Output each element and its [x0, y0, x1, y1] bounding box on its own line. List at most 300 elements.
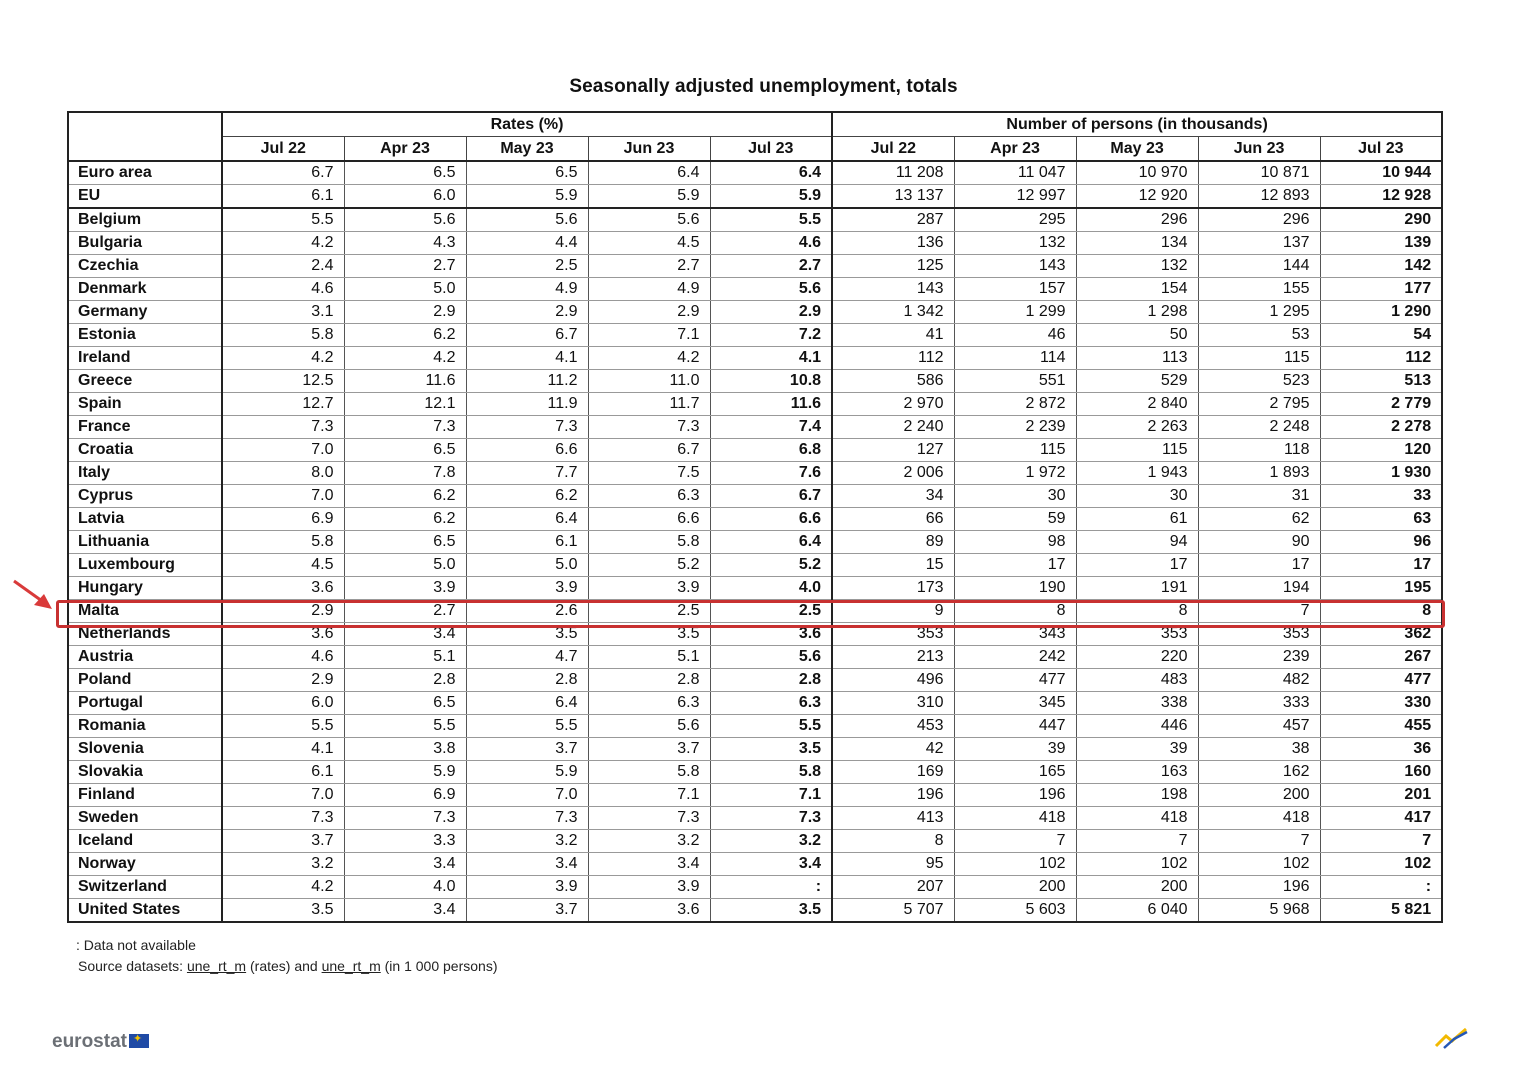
- value-cell: 417: [1320, 807, 1442, 830]
- table-row: [68, 692, 1442, 715]
- value-cell: 7.4: [710, 416, 832, 439]
- value-cell: 11.7: [588, 393, 710, 416]
- value-cell: 144: [1198, 255, 1320, 278]
- value-cell: 3.4: [344, 899, 466, 923]
- value-cell: 2.7: [588, 255, 710, 278]
- value-cell: 2.9: [222, 669, 344, 692]
- value-cell: 5.1: [344, 646, 466, 669]
- value-cell: 12.5: [222, 370, 344, 393]
- value-cell: 142: [1320, 255, 1442, 278]
- table-row: [68, 301, 1442, 324]
- value-cell: 7.8: [344, 462, 466, 485]
- value-cell: 6.2: [344, 324, 466, 347]
- value-cell: 1 342: [832, 301, 954, 324]
- value-cell: 6.6: [710, 508, 832, 531]
- source-mid: (rates) and: [250, 958, 318, 974]
- value-cell: 2.8: [588, 669, 710, 692]
- value-cell: 102: [1198, 853, 1320, 876]
- value-cell: 453: [832, 715, 954, 738]
- value-cell: 143: [832, 278, 954, 301]
- persons-group-header: Number of persons (in thousands): [832, 112, 1442, 137]
- value-cell: 5.9: [710, 185, 832, 209]
- value-cell: 155: [1198, 278, 1320, 301]
- value-cell: 7.1: [710, 784, 832, 807]
- value-cell: 3.9: [344, 577, 466, 600]
- value-cell: 6.5: [344, 439, 466, 462]
- eu-flag-icon: [129, 1034, 149, 1048]
- table-row: [68, 161, 1442, 185]
- value-cell: 7.0: [222, 439, 344, 462]
- value-cell: 5 707: [832, 899, 954, 923]
- value-cell: 7.3: [588, 416, 710, 439]
- country-name: Switzerland: [68, 876, 222, 899]
- value-cell: 7: [1198, 830, 1320, 853]
- value-cell: 154: [1076, 278, 1198, 301]
- value-cell: 8: [954, 600, 1076, 623]
- value-cell: 447: [954, 715, 1076, 738]
- value-cell: 89: [832, 531, 954, 554]
- value-cell: 6.3: [710, 692, 832, 715]
- value-cell: 6.3: [588, 692, 710, 715]
- value-cell: 2 872: [954, 393, 1076, 416]
- value-cell: 7.0: [222, 485, 344, 508]
- value-cell: 551: [954, 370, 1076, 393]
- value-cell: 12 893: [1198, 185, 1320, 209]
- value-cell: 17: [1076, 554, 1198, 577]
- value-cell: 7.7: [466, 462, 588, 485]
- value-cell: 4.3: [344, 232, 466, 255]
- country-name: United States: [68, 899, 222, 923]
- value-cell: 295: [954, 208, 1076, 232]
- table-row: [68, 807, 1442, 830]
- value-cell: 5.6: [710, 278, 832, 301]
- value-cell: 3.3: [344, 830, 466, 853]
- country-name: Finland: [68, 784, 222, 807]
- value-cell: 115: [1076, 439, 1198, 462]
- value-cell: 160: [1320, 761, 1442, 784]
- country-name: Bulgaria: [68, 232, 222, 255]
- value-cell: 198: [1076, 784, 1198, 807]
- value-cell: 143: [954, 255, 1076, 278]
- table-row: [68, 508, 1442, 531]
- value-cell: 2.7: [710, 255, 832, 278]
- value-cell: 477: [1320, 669, 1442, 692]
- value-cell: 343: [954, 623, 1076, 646]
- value-cell: 2.9: [466, 301, 588, 324]
- value-cell: 5.8: [222, 531, 344, 554]
- value-cell: 6.7: [710, 485, 832, 508]
- value-cell: 5.6: [588, 715, 710, 738]
- value-cell: 7.1: [588, 324, 710, 347]
- country-name: Luxembourg: [68, 554, 222, 577]
- value-cell: 418: [1198, 807, 1320, 830]
- value-cell: 3.2: [588, 830, 710, 853]
- table-row: [68, 623, 1442, 646]
- month-header: Jun 23: [1198, 137, 1320, 162]
- value-cell: 242: [954, 646, 1076, 669]
- value-cell: 3.4: [344, 623, 466, 646]
- country-name: Croatia: [68, 439, 222, 462]
- value-cell: 5 603: [954, 899, 1076, 923]
- value-cell: 6.0: [222, 692, 344, 715]
- value-cell: 5.6: [466, 208, 588, 232]
- dataset-link-rates[interactable]: une_rt_m: [186, 958, 247, 974]
- value-cell: 12 920: [1076, 185, 1198, 209]
- value-cell: 190: [954, 577, 1076, 600]
- value-cell: 17: [1198, 554, 1320, 577]
- value-cell: 4.2: [222, 876, 344, 899]
- value-cell: 418: [954, 807, 1076, 830]
- month-header: Apr 23: [954, 137, 1076, 162]
- value-cell: 114: [954, 347, 1076, 370]
- dataset-link-persons[interactable]: une_rt_m: [321, 958, 381, 974]
- value-cell: 5 821: [1320, 899, 1442, 923]
- value-cell: 7.3: [222, 416, 344, 439]
- value-cell: 5.8: [710, 761, 832, 784]
- value-cell: 2 006: [832, 462, 954, 485]
- value-cell: 4.1: [222, 738, 344, 761]
- value-cell: 201: [1320, 784, 1442, 807]
- value-cell: 3.7: [588, 738, 710, 761]
- table-row: [68, 899, 1442, 923]
- value-cell: 4.0: [710, 577, 832, 600]
- value-cell: 5.0: [466, 554, 588, 577]
- value-cell: 3.2: [710, 830, 832, 853]
- value-cell: 61: [1076, 508, 1198, 531]
- value-cell: 12.1: [344, 393, 466, 416]
- value-cell: 362: [1320, 623, 1442, 646]
- value-cell: 102: [954, 853, 1076, 876]
- month-header: Jul 23: [1320, 137, 1442, 162]
- value-cell: 132: [954, 232, 1076, 255]
- value-cell: 6.7: [466, 324, 588, 347]
- value-cell: 112: [832, 347, 954, 370]
- value-cell: 38: [1198, 738, 1320, 761]
- value-cell: 2.4: [222, 255, 344, 278]
- value-cell: 98: [954, 531, 1076, 554]
- value-cell: 13 137: [832, 185, 954, 209]
- value-cell: 2.9: [222, 600, 344, 623]
- value-cell: 3.1: [222, 301, 344, 324]
- value-cell: 477: [954, 669, 1076, 692]
- value-cell: 2.8: [710, 669, 832, 692]
- country-name: Romania: [68, 715, 222, 738]
- red-arrow-icon: [12, 578, 56, 614]
- value-cell: 267: [1320, 646, 1442, 669]
- value-cell: 10.8: [710, 370, 832, 393]
- value-cell: 3.5: [466, 623, 588, 646]
- logo-text: eurostat: [52, 1031, 127, 1052]
- value-cell: 7.3: [344, 807, 466, 830]
- country-name: Czechia: [68, 255, 222, 278]
- value-cell: 42: [832, 738, 954, 761]
- table-row: [68, 393, 1442, 416]
- value-cell: 31: [1198, 485, 1320, 508]
- value-cell: 6.7: [588, 439, 710, 462]
- value-cell: 4.4: [466, 232, 588, 255]
- value-cell: 6.1: [222, 761, 344, 784]
- value-cell: 287: [832, 208, 954, 232]
- value-cell: 11 208: [832, 161, 954, 185]
- value-cell: 3.6: [222, 577, 344, 600]
- value-cell: 196: [954, 784, 1076, 807]
- country-name: Spain: [68, 393, 222, 416]
- value-cell: 50: [1076, 324, 1198, 347]
- country-name: Austria: [68, 646, 222, 669]
- month-header: May 23: [466, 137, 588, 162]
- value-cell: 3.7: [466, 899, 588, 923]
- country-name: Netherlands: [68, 623, 222, 646]
- value-cell: 10 944: [1320, 161, 1442, 185]
- value-cell: 7.0: [466, 784, 588, 807]
- value-cell: 63: [1320, 508, 1442, 531]
- value-cell: 457: [1198, 715, 1320, 738]
- value-cell: 5.0: [344, 278, 466, 301]
- value-cell: 11.9: [466, 393, 588, 416]
- country-name: Norway: [68, 853, 222, 876]
- country-name: Italy: [68, 462, 222, 485]
- table-row: [68, 347, 1442, 370]
- value-cell: 139: [1320, 232, 1442, 255]
- value-cell: 195: [1320, 577, 1442, 600]
- value-cell: 1 299: [954, 301, 1076, 324]
- value-cell: 6.2: [466, 485, 588, 508]
- country-name: Denmark: [68, 278, 222, 301]
- value-cell: 5.5: [466, 715, 588, 738]
- value-cell: 2 239: [954, 416, 1076, 439]
- value-cell: 46: [954, 324, 1076, 347]
- value-cell: 3.7: [222, 830, 344, 853]
- value-cell: 4.7: [466, 646, 588, 669]
- value-cell: 94: [1076, 531, 1198, 554]
- value-cell: 529: [1076, 370, 1198, 393]
- value-cell: 6.3: [588, 485, 710, 508]
- value-cell: 296: [1198, 208, 1320, 232]
- value-cell: 7.6: [710, 462, 832, 485]
- country-name: Euro area: [68, 161, 222, 185]
- value-cell: 4.6: [222, 278, 344, 301]
- value-cell: 5.6: [344, 208, 466, 232]
- value-cell: 120: [1320, 439, 1442, 462]
- value-cell: 2.8: [466, 669, 588, 692]
- value-cell: 3.9: [466, 577, 588, 600]
- value-cell: 7.3: [344, 416, 466, 439]
- value-cell: 3.5: [710, 738, 832, 761]
- country-name: Malta: [68, 600, 222, 623]
- value-cell: 6 040: [1076, 899, 1198, 923]
- country-name: EU: [68, 185, 222, 209]
- value-cell: 3.2: [466, 830, 588, 853]
- value-cell: 196: [832, 784, 954, 807]
- value-cell: 345: [954, 692, 1076, 715]
- value-cell: 6.6: [588, 508, 710, 531]
- value-cell: 483: [1076, 669, 1198, 692]
- value-cell: 8: [1076, 600, 1198, 623]
- value-cell: 3.9: [466, 876, 588, 899]
- table-row: [68, 853, 1442, 876]
- country-name: Germany: [68, 301, 222, 324]
- value-cell: 2 263: [1076, 416, 1198, 439]
- value-cell: 5.5: [710, 208, 832, 232]
- value-cell: 115: [1198, 347, 1320, 370]
- value-cell: 3.8: [344, 738, 466, 761]
- value-cell: 6.1: [222, 185, 344, 209]
- value-cell: 1 298: [1076, 301, 1198, 324]
- table-row: [68, 830, 1442, 853]
- value-cell: 296: [1076, 208, 1198, 232]
- value-cell: 6.5: [466, 161, 588, 185]
- value-cell: 2 779: [1320, 393, 1442, 416]
- value-cell: 5.5: [222, 715, 344, 738]
- value-cell: 3.5: [588, 623, 710, 646]
- country-name: France: [68, 416, 222, 439]
- value-cell: 12 928: [1320, 185, 1442, 209]
- value-cell: 3.4: [344, 853, 466, 876]
- eurostat-logo: [52, 1031, 149, 1053]
- table-title: Seasonally adjusted unemployment, totals: [569, 76, 958, 97]
- value-cell: 353: [1198, 623, 1320, 646]
- value-cell: 5.9: [466, 185, 588, 209]
- value-cell: 7.3: [222, 807, 344, 830]
- value-cell: 2.5: [466, 255, 588, 278]
- value-cell: 3.4: [710, 853, 832, 876]
- value-cell: 9: [832, 600, 954, 623]
- value-cell: 8: [1320, 600, 1442, 623]
- value-cell: 1 930: [1320, 462, 1442, 485]
- value-cell: 66: [832, 508, 954, 531]
- value-cell: 8.0: [222, 462, 344, 485]
- value-cell: 2 240: [832, 416, 954, 439]
- country-name: Slovakia: [68, 761, 222, 784]
- month-header: Jul 23: [710, 137, 832, 162]
- table-row: [68, 485, 1442, 508]
- value-cell: 17: [1320, 554, 1442, 577]
- value-cell: 6.0: [344, 185, 466, 209]
- value-cell: 4.2: [588, 347, 710, 370]
- country-name: Ireland: [68, 347, 222, 370]
- value-cell: 3.9: [588, 577, 710, 600]
- value-cell: 200: [1198, 784, 1320, 807]
- value-cell: 3.5: [222, 899, 344, 923]
- value-cell: 196: [1198, 876, 1320, 899]
- table-row: [68, 554, 1442, 577]
- value-cell: 3.4: [466, 853, 588, 876]
- value-cell: 102: [1320, 853, 1442, 876]
- value-cell: 6.6: [466, 439, 588, 462]
- value-cell: 95: [832, 853, 954, 876]
- value-cell: 7.1: [588, 784, 710, 807]
- value-cell: 413: [832, 807, 954, 830]
- value-cell: 5.5: [710, 715, 832, 738]
- value-cell: 290: [1320, 208, 1442, 232]
- country-name: Latvia: [68, 508, 222, 531]
- value-cell: 5.6: [710, 646, 832, 669]
- value-cell: 11.0: [588, 370, 710, 393]
- country-name: Estonia: [68, 324, 222, 347]
- table-row: [68, 600, 1442, 623]
- value-cell: 333: [1198, 692, 1320, 715]
- value-cell: 4.6: [222, 646, 344, 669]
- value-cell: 2 970: [832, 393, 954, 416]
- value-cell: 5.9: [466, 761, 588, 784]
- value-cell: 3.5: [710, 899, 832, 923]
- country-name: Sweden: [68, 807, 222, 830]
- value-cell: 7: [1198, 600, 1320, 623]
- value-cell: 102: [1076, 853, 1198, 876]
- value-cell: 11 047: [954, 161, 1076, 185]
- value-cell: 6.1: [466, 531, 588, 554]
- value-cell: 6.5: [344, 692, 466, 715]
- value-cell: 5.1: [588, 646, 710, 669]
- value-cell: 6.2: [344, 508, 466, 531]
- value-cell: 118: [1198, 439, 1320, 462]
- value-cell: 1 972: [954, 462, 1076, 485]
- value-cell: 338: [1076, 692, 1198, 715]
- value-cell: 5.8: [588, 531, 710, 554]
- value-cell: 6.8: [710, 439, 832, 462]
- value-cell: 2.6: [466, 600, 588, 623]
- value-cell: 4.9: [588, 278, 710, 301]
- value-cell: 353: [1076, 623, 1198, 646]
- value-cell: 134: [1076, 232, 1198, 255]
- value-cell: 4.2: [344, 347, 466, 370]
- value-cell: 418: [1076, 807, 1198, 830]
- value-cell: 2.7: [344, 255, 466, 278]
- value-cell: 4.0: [344, 876, 466, 899]
- value-cell: 1 290: [1320, 301, 1442, 324]
- value-cell: 4.2: [222, 347, 344, 370]
- value-cell: 11.6: [344, 370, 466, 393]
- value-cell: 200: [954, 876, 1076, 899]
- value-cell: 4.5: [588, 232, 710, 255]
- value-cell: 54: [1320, 324, 1442, 347]
- value-cell: 6.9: [344, 784, 466, 807]
- value-cell: 5.8: [222, 324, 344, 347]
- value-cell: 7.0: [222, 784, 344, 807]
- value-cell: 162: [1198, 761, 1320, 784]
- month-header: May 23: [1076, 137, 1198, 162]
- value-cell: 513: [1320, 370, 1442, 393]
- value-cell: 6.4: [466, 508, 588, 531]
- table-row: [68, 208, 1442, 232]
- value-cell: 15: [832, 554, 954, 577]
- table-row: [68, 232, 1442, 255]
- brand-mark-icon: [1434, 1026, 1470, 1050]
- country-name: Poland: [68, 669, 222, 692]
- value-cell: 1 295: [1198, 301, 1320, 324]
- value-cell: 132: [1076, 255, 1198, 278]
- value-cell: 3.6: [710, 623, 832, 646]
- country-name: Belgium: [68, 208, 222, 232]
- value-cell: 136: [832, 232, 954, 255]
- value-cell: 113: [1076, 347, 1198, 370]
- value-cell: 165: [954, 761, 1076, 784]
- value-cell: 200: [1076, 876, 1198, 899]
- rates-group-header: Rates (%): [222, 112, 832, 137]
- value-cell: 3.4: [588, 853, 710, 876]
- table-row: [68, 439, 1442, 462]
- value-cell: 455: [1320, 715, 1442, 738]
- value-cell: 2 248: [1198, 416, 1320, 439]
- value-cell: 310: [832, 692, 954, 715]
- value-cell: 2.5: [710, 600, 832, 623]
- value-cell: 213: [832, 646, 954, 669]
- value-cell: 3.2: [222, 853, 344, 876]
- value-cell: 3.6: [588, 899, 710, 923]
- value-cell: 3.9: [588, 876, 710, 899]
- value-cell: 96: [1320, 531, 1442, 554]
- value-cell: 4.5: [222, 554, 344, 577]
